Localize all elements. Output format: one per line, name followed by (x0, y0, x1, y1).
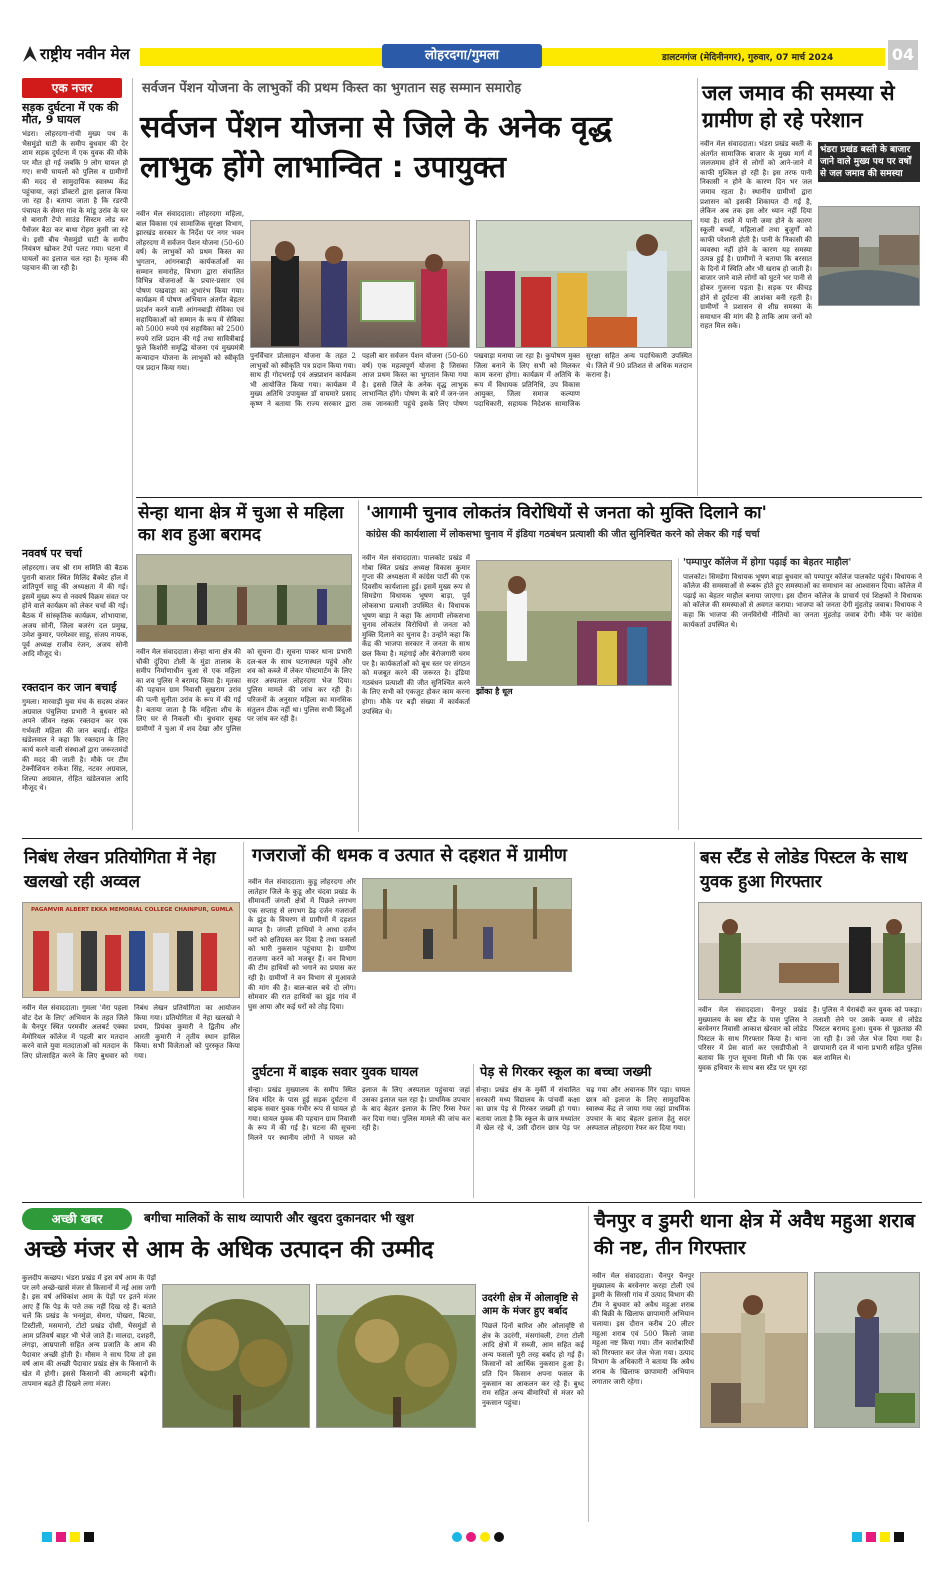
elephant-body-right (578, 878, 688, 1058)
masthead (22, 38, 920, 72)
mango-photo-1 (162, 1284, 310, 1428)
liquor-photo-1 (700, 1272, 808, 1428)
mango-side-body: पिछले दिनों बारिश और ओलावृष्टि से क्षेत्र के उदरंगी, मंसगांवली, टंगरा टोली आदि क्षेत्रों में सब्जी, आम सहित कई अन्य फसलों पूरी तरह बर्बाद हो गई हैं। किसानों को आर्थिक नुकसान हुआ है। प्रति दिन किसान अपना फसल के नुकसान का आकलन कर रहे हैं। बुध्द राम सहित अन्य बीमारियों से मंजर को नुकसान पहुंचा। (482, 1322, 584, 1407)
column-divider (243, 842, 244, 1198)
essay-headline: निबंध लेखन प्रतियोगिता में नेहा खलखो रही अव्वल (24, 848, 216, 892)
college-box (678, 558, 922, 830)
column-divider (697, 78, 698, 496)
senha-photo (136, 554, 352, 642)
essay-story (22, 842, 240, 1198)
pistol-body: नवीन मेल संवाददाता। चैनपुर प्रखंड मुख्यालय के बस स्टैंड के पास पुलिस ने बरवेनगर निवासी आकाश खेरवार को लोडेड पिस्टल के साथ गिरफ्तार किया है। थाना परिसर में प्रेस वार्ता कर एसडीपीओ ने बताया कि गुप्त सूचना मिली थी कि एक युवक हथियार के साथ बस स्टैंड पर घूम रहा है। पुलिस ने घेराबंदी कर युवक को पकड़ा। तलाशी लेने पर उसके कमर से लोडेड पिस्टल बरामद हुआ। युवक से पूछताछ की जा रही है। उसे जेल भेज दिया गया है। छापामारी दल में थाना प्रभारी सहित पुलिस बल शामिल थे। (698, 1006, 922, 1072)
section-label: लोहरदगा/गुमला (382, 44, 542, 68)
lead-kicker: सर्वजन पेंशन योजना के लाभुकों की प्रथम किस्त का भुगतान सह सम्मान समारोह (142, 81, 522, 96)
elephant-body-continued (362, 978, 572, 1058)
elephant-headline: गजराजों की धमक व उत्पात से दहशत में ग्रामीण (252, 845, 567, 866)
college-headline: 'पम्पापुर कॉलेज में होगा पढ़ाई का बेहतर माहौल' (683, 557, 852, 568)
bike-headline: दुर्घटना में बाइक सवार युवक घायल (252, 1065, 419, 1080)
mango-badge: अच्छी खबर (22, 1208, 132, 1230)
column-divider (588, 1206, 589, 1522)
mango-body: कुलदीप कच्छप। भंडरा प्रखंड में इस वर्ष आम के पेड़ों पर लगे अच्छे-खासे मंजर से किसानों में नई आस जगी है। इस वर्ष अधिकांश आम के पेड़ों पर इतने मंजर आए हैं कि पेड़ के पत्ते तक नहीं दिख रहे हैं। बताते चलें कि प्रखंड के भनमुंडा, सेमरा, पोखरा, बिटवा, टिस्टीली, मसमानो, टोटो प्रखंड दोसी, भैसमुंडों से आम प्रतिवर्ष बाहर भी भेजे जाते हैं। मालदा, दशहरी, लंगड़ा, आम्रपाली सहित अन्य प्रजाति के आम की पैदावार अच्छी होती है। मौसम ने साथ दिया तो इस वर्ष आम की अच्छी पैदावार प्रखंड क्षेत्र के किसानों के खेत में होगी। इससे किसानों की आमदनी बढ़ेगी। तापमान बढ़ते ही दिखने लगा मंजर। (22, 1274, 156, 1388)
pistol-headline: बस स्टैंड से लोडेड पिस्टल के साथ युवक हुआ गिरफ्तार (700, 848, 908, 892)
jal-story (700, 78, 922, 496)
congress-headline: 'आगामी चुनाव लोकतंत्र विरोधियों से जनता को मुक्ति दिलाने का' (366, 503, 767, 523)
pistol-photo (698, 902, 922, 1000)
section-rule (136, 497, 922, 498)
ek-nazar-body-3: गुमला। मारवाड़ी युवा मंच के सदस्य शंकर अग्रवाल पंचुलिया प्रभारी ने बुधवार को अपने जीवन रक्षक रक्तदान कर एक गर्भवती महिला की जान बचाई। रोहित खंडेलवाल ने कहा कि रक्तदान के लिए कार्य करने वाली संस्थाओं द्वारा जरूरतमंदों की मदद की जाती है। मौके पर टीम टेक्नीशियन राकेश सिंह, नटवर अग्रवाल, शिल्पा अग्रवाल, रोहित खंडेलवाल आदि मौजूद थे। (22, 698, 128, 793)
congress-subhead: कांग्रेस की कार्यशाला में लोकसभा चुनाव में इंडिया गठबंधन प्रत्याशी की जीत सुनिश्चित करने को लेकर की गई चर्चा (366, 529, 760, 540)
bike-body: सेन्हा। प्रखंड मुख्यालय के समीप स्थित शिव मंदिर के पास हुई सड़क दुर्घटना में बाइक सवार युवक गंभीर रूप से घायल हो गया। घायल युवक की पहचान ग्राम निवासी के रूप में की गई है। घटना की सूचना मिलने पर स्थानीय लोगों ने घायल को इलाज के लिए अस्पताल पहुंचाया जहां उसका इलाज चल रहा है। प्राथमिक उपचार के बाद बेहतर इलाज के लिए रिम्स रेफर कर दिया गया। पुलिस मामले की जांच कर रही है। (248, 1086, 470, 1142)
paper-logo-icon (22, 44, 38, 64)
bike-story (248, 1064, 470, 1198)
essay-banner: PAGAMVIR ALBERT EKKA MEMORIAL COLLEGE CHAINPUR, GUMLA (31, 907, 233, 913)
ek-nazar-body-2: लोहरदगा। जय श्री राम समिति की बैठक पुरानी बाजार स्थित मिलिंद बैंक्वेट हॉल में शांतिपूर्ण साहू की अध्यक्षता में की गई। इसमें मुख्य रूप से नववर्ष विक्रम संवत पर होने वाले कार्यक्रम को लेकर चर्चा की गई। बैठक में सांस्कृतिक कार्यक्रम, शोभायात्रा, अजय सोनी, जिला बजरंग दल प्रमुख, उमेश कुमार, परमेश्वर साहू, संजय नायक, पूर्व अध्यक्ष राजीव रंजन, अजय सोनी आदि मौजूद थे। (22, 564, 128, 659)
ek-nazar-title-1: सड़क दुर्घटना में एक की मौत, 9 घायल (22, 101, 119, 127)
column-divider (473, 1064, 474, 1198)
ek-nazar-body-1: भंडरा। लोहरदगा-रांची मुख्य पथ के भैसमुंडो घाटी के समीप बुधवार की देर शाम सड़क दुर्घटना में एक युवक की मौके पर मौत हो गई जबकि 9 लोग घायल हो गए। सभी घायलों को पुलिस व ग्रामीणों की मदद से सामुदायिक स्वास्थ्य केंद्र पहुंचाया, जहां डॉक्टरों द्वारा इलाज किया जा रहा है। बताया जाता है कि रडरपी पंचायत के सेमरा गांव के मांडू उरांव के घर से बाराती टेंपो साउंड सिस्टम लोड कर पैसेंजर बैठा कर बाथा रोहरा कुसी जा रहे थे। इसी बीच भैसमुंडो घाटी के समीप नियंत्रण खोकर टेंपो पलट गया। घटना में घायलों का इलाज चल रहा है। मृतक की पहचान की जा रही है। (22, 130, 128, 273)
pistol-story (698, 842, 922, 1198)
liquor-photo-2 (814, 1272, 920, 1428)
liquor-story (592, 1206, 922, 1522)
column-divider (358, 500, 359, 832)
ek-nazar-title-2: नववर्ष पर चर्चा (22, 547, 82, 560)
mango-story (22, 1206, 584, 1522)
congress-body: नवीन मेल संवाददाता। पालकोट प्रखंड में गोबा स्थित प्रखंड अध्यक्ष विकास कुमार गुप्ता की अध्यक्षता में कांग्रेस पार्टी की एक दिवसीय कार्यशाला हुई। इसमें मुख्य रूप से सिमडेगा विधायक भूषण बाड़ा, पूर्व लोकसभा प्रत्याशी उपस्थित थे। विधायक भूषण बाड़ा ने कहा कि आगामी लोकसभा चुनाव लोकतंत्र विरोधियों से जनता को मुक्ति दिलाने का चुनाव है। उन्होंने कहा कि केंद्र की भाजपा सरकार ने जनता के साथ छल किया है। महंगाई और बेरोजगारी चरम पर है। कार्यकर्ताओं को बूथ स्तर पर संगठन को मजबूत करने की जरूरत है। इंडिया गठबंधन प्रत्याशी की जीत सुनिश्चित करने के लिए सभी को एकजुट होकर काम करना होगा। मौके पर बड़ी संख्या में कार्यकर्ता उपस्थित थे। (362, 554, 470, 716)
jal-headline: जल जमाव की समस्या से ग्रामीण हो रहे परेशान (702, 81, 895, 132)
liquor-body: नवीन मेल संवाददाता। चैनपुर चैनपुर मुख्यालय के बरवेनगर करहा टोली एवं डुमरी के सिरसी गांव में उत्पाद विभाग की टीम ने बुधवार को अवैध महुआ शराब की बिक्री के खिलाफ छापामारी अभियान चलाया। इस दौरान करीब 20 लीटर महुआ शराब एवं 500 किलो जावा महुआ नष्ट किया गया। तीन कारोबारियों को गिरफ्तार कर जेल भेजा गया। उत्पाद विभाग के अधिकारी ने बताया कि अवैध शराब के खिलाफ छापामारी अभियान लगातार जारी रहेगा। (592, 1272, 694, 1386)
essay-photo (22, 902, 240, 998)
mango-body-continued (162, 1434, 476, 1520)
ek-nazar-title-3: रक्तदान कर जान बचाई (22, 681, 117, 694)
paper-name: राष्ट्रीय नवीन मेल (40, 45, 130, 63)
jal-body: नवीन मेल संवाददाता। भंडरा प्रखंड बस्ती के अंतर्गत सामाजिक बाजार के मुख्य मार्ग में जलजमाव होने से लोगों को आने-जाने में काफी मुश्किल हो रही है। इस तरफ पानी निकासी न होने के कारण दिन भर जल जमाव रहता है। स्थानीय ग्रामीणों द्वारा प्रशासन को इसकी शिकायत दी गई है, लेकिन अब तक इस ओर ध्यान नहीं दिया गया है। रास्ते में पानी जमा होने के कारण स्कूली बच्चों, महिलाओं तथा बुजुर्गों को काफी परेशानी होती है। पानी के निकासी की व्यवस्था नहीं होने के कारण यह समस्या उत्पन्न हुई है। ग्रामीणों ने बताया कि बरसात के दिनों में स्थिति और भी खराब हो जाती है। बाजार जाने वाले लोगों को घुटने भर पानी से होकर गुजरना पड़ता है। सड़क पर कीचड़ होने से दुर्घटना की आशंका बनी रहती है। ग्रामीणों ने प्रशासन से शीघ्र समस्या के समाधान की मांग की है ताकि आम जनों को राहत मिल सके। (700, 140, 812, 331)
lead-body-right: पुनर्विचार प्रोत्साहन योजना के तहत 2 लाभुकों को स्वीकृति पत्र प्रदान किया गया। साथ ही गोदभराई एवं अन्नप्राशन कार्यक्रम भी आयोजित किया गया। कार्यक्रम में मुख्य अतिथि उपायुक्त डॉ वाघमारे प्रसाद कृष्ण ने बताया कि राज्य सरकार द्वारा पहली बार सर्वजन पेंशन योजना (50-60 वर्ष) एक महत्वपूर्ण योजना है जिसका आज प्रथम किस्त का भुगतान किया गया है। इससे जिले के अनेक वृद्ध लाभुक लाभान्वित होंगे। पोषण के बारे में जन-जन तक जानकारी पहुंचे इसके लिए पोषण पखवाड़ा मनाया जा रहा है। कुपोषण मुक्त जिला बनाने के लिए सभी को मिलकर काम करना होगा। कार्यक्रम में अतिथि के रूप में विधायक प्रतिनिधि, उप विकास आयुक्त, जिला समाज कल्याण पदाधिकारी, सहायक निदेशक सामाजिक सुरक्षा सहित अन्य पदाधिकारी उपस्थित थे। जिले में 90 प्रतिशत से अधिक मतदान कराना है। (250, 352, 692, 408)
jal-photo (818, 206, 920, 306)
college-body: पालकोट। सिमडेगा विधायक भूषण बाड़ा बुधवार को पम्पापुर कॉलेज पालकोट पहुंचे। विधायक ने कॉलेज की समस्याओं से रूबरू होते हुए समस्याओं का समाधान का आश्वासन दिया। कॉलेज में पढ़ाई का बेहतर माहौल बनाया जाएगा। इस दौरान कॉलेज के प्राचार्य एवं शिक्षकों ने विधायक को कॉलेज की समस्याओं से अवगत कराया। भाजपा को जनता देगी मुंहतोड़ जवाब। विधायक ने कहा कि भाजपा की जनविरोधी नीतियों का जनता मुंहतोड़ जवाब देगी। मौके पर कांग्रेस कार्यकर्ता उपस्थित थे। (683, 572, 922, 629)
tree-story (476, 1064, 690, 1198)
registration-strip (22, 1532, 922, 1542)
mango-headline: अच्छे मंजर से आम के अधिक उत्पादन की उम्मीद (24, 1237, 434, 1263)
elephant-story (248, 842, 690, 1060)
column-divider (694, 842, 695, 1198)
lead-photo-ceremony (250, 220, 470, 348)
liquor-body-continued (700, 1434, 920, 1520)
dateline: डालटनगंज (मेदिनीनगर), गुरुवार, 07 मार्च 2024 (662, 53, 834, 63)
lead-story (136, 78, 694, 496)
section-rule (22, 838, 922, 839)
elephant-photo (362, 878, 572, 972)
lead-headline: सर्वजन पेंशन योजना से जिले के अनेक वृद्ध लाभुक होंगे लाभान्वित : उपायुक्त (140, 110, 612, 185)
congress-body-continued (476, 700, 672, 830)
ek-nazar-label: एक नजर (22, 78, 122, 98)
jal-body-continued (818, 310, 920, 494)
lead-photo-women (476, 220, 692, 348)
mango-side-box (482, 1292, 584, 1520)
congress-photo-caption: झोंका है धूल (476, 687, 513, 696)
congress-photo (476, 560, 672, 686)
senha-story (136, 500, 356, 832)
essay-body: नवीन मेल संवाददाता। गुमला 'मेरा पहला वोट देश के लिए' अभियान के तहत जिले के चैनपुर स्थित परमवीर अलबर्ट एक्का मेमोरियल कॉलेज में पहली बार मतदान करने वाले युवा मतदाताओं को मतदान के लिए प्रोत्साहित करने के लिए बुधवार को निबंध लेखन प्रतियोगिता का आयोजन किया गया। प्रतियोगिता में नेहा खलखो ने प्रथम, प्रियंका कुमारी ने द्वितीय और आरती कुमारी ने तृतीय स्थान हासिल किया। सभी विजेताओं को पुरस्कृत किया गया। (22, 1004, 240, 1060)
mango-kicker: बगीचा मालिकों के साथ व्यापारी और खुदरा दुकानदार भी खुश (144, 1211, 414, 1225)
mango-photo-2 (316, 1284, 476, 1428)
elephant-body: नवीन मेल संवाददाता। कुडू लोहरदगा और लातेहार जिले के कुडू और चंदवा प्रखंड के सीमावर्ती जंगली क्षेत्रों में पिछले लगभग एक सप्ताह से लगभग डेढ़ दर्जन गजराजों के झुंड के विचरण से ग्रामीणों में दहशत व्याप्त है। जंगली हाथियों ने आधा दर्जन घरों को क्षतिग्रस्त कर दिया है तथा फसलों को भारी नुकसान पहुंचाया है। ग्रामीण रातजगा करने को मजबूर हैं। वन विभाग की टीम हाथियों को भगाने का प्रयास कर रही है। ग्रामीणों ने वन विभाग से मुआवजे की मांग की है। बाल-बाल बचे दो लोग। सोमवार की रात हाथियों का झुंड गांव में घुस आया और कई घरों को तोड़ दिया। (248, 878, 356, 1011)
page-number: 04 (888, 40, 918, 70)
jal-photo-caption: भंडरा प्रखंड बस्ती के बाजार जाने वाले मुख्य पथ पर वर्षों से जल जमाव की समस्या (818, 142, 920, 182)
column-divider (132, 78, 133, 830)
ek-nazar-column (22, 78, 130, 830)
liquor-headline: चैनपुर व डुमरी थाना क्षेत्र में अवैध महुआ शराब की नष्ट, तीन गिरफ्तार (594, 1210, 915, 1259)
tree-body: सेन्हा। प्रखंड क्षेत्र के मुर्की में संचालित सरकारी मध्य विद्यालय के पांचवीं कक्षा का छात्र पेड़ से गिरकर जख्मी हो गया। बताया जाता है कि स्कूल के छात्र मध्यांतर में खेल रहे थे, उसी दौरान छात्र पेड़ पर चढ़ गया और अचानक गिर पड़ा। घायल छात्र को इलाज के लिए सामुदायिक स्वास्थ्य केंद्र ले जाया गया जहां प्राथमिक उपचार के बाद बेहतर इलाज हेतु सदर अस्पताल लोहरदगा रेफर कर दिया गया। (476, 1086, 690, 1133)
senha-body: नवीन मेल संवाददाता। सेन्हा थाना क्षेत्र की चौकी दुंदिया टोली के मुंडा तालाब के समीप निर्माणाधीन चुआ से एक महिला का शव पुलिस ने बरामद किया है। मृतका की पहचान ग्राम निवासी सुखराम उरांव की पत्नी सुनीता उरांव के रूप में की गई है। बताया जाता है कि महिला शौच के लिए घर से निकली थी। बुधवार सुबह ग्रामीणों ने चुआ में शव देखा और पुलिस को सूचना दी। सूचना पाकर थाना प्रभारी दल-बल के साथ घटनास्थल पहुंचे और शव को कब्जे में लेकर पोस्टमार्टम के लिए सदर अस्पताल लोहरदगा भेज दिया। पुलिस मामले की जांच कर रही है। परिजनों के अनुसार महिला का मानसिक संतुलन ठीक नहीं था। पुलिस सभी बिंदुओं पर जांच कर रही है। (136, 648, 352, 733)
section-rule (22, 1202, 922, 1203)
mango-side-headline: उदरंगी क्षेत्र में ओलावृष्टि से आम के मंजर हुए बर्बाद (482, 1293, 579, 1317)
congress-story (362, 500, 922, 832)
lead-body-left: नवीन मेल संवाददाता। लोहरदगा महिला, बाल विकास एवं सामाजिक सुरक्षा विभाग, झारखंड सरकार के निर्देश पर नगर भवन लोहरदगा में सर्वजन पेंशन योजना (50-60 वर्ष) के लाभुकों को प्रथम किस्त का भुगतान, आंगनबाड़ी कार्यकर्ताओं का सम्मान समारोह, विभाग द्वारा संचालित विभिन्न योजनाओं के प्रचार-प्रसार एवं पोषण पखवाड़ा का शुभारंभ किया गया। कार्यक्रम में पोषण अभियान अंतर्गत बेहतर प्रदर्शन करने वाली आंगनबाड़ी सेविका एवं सहायिकाओं को सम्मान के रूप में सेविका को 5000 रुपये एवं सहायिका को 2500 रुपये राशि प्रदान की गई तथा सावित्रीबाई फुले किशोरी समृद्धि योजना एवं मुख्यमंत्री कन्यादान योजना के लाभुकों को स्वीकृति पत्र प्रदान किया गया। (136, 210, 244, 372)
tree-headline: पेड़ से गिरकर स्कूल का बच्चा जख्मी (480, 1065, 652, 1080)
senha-headline: सेन्हा थाना क्षेत्र में चुआ से महिला का शव हुआ बरामद (138, 503, 344, 545)
